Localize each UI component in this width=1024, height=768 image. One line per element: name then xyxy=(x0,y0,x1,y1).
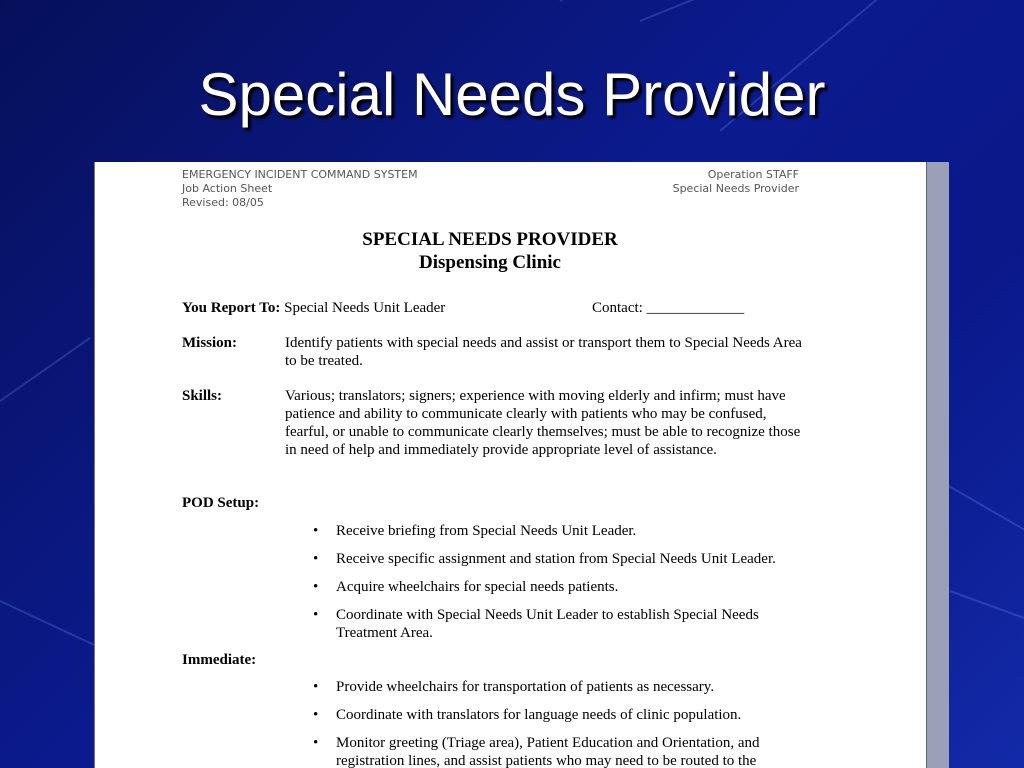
list-item-text: Receive specific assignment and station from Special Needs Unit Leader. xyxy=(336,551,776,567)
bullet-icon: • xyxy=(313,579,319,595)
contact-field: Contact: _____________ xyxy=(592,300,745,316)
bullet-icon: • xyxy=(313,679,319,695)
list-item-text: Acquire wheelchairs for special needs patients. xyxy=(336,579,619,595)
header-revised: Revised: 08/05 xyxy=(182,196,264,209)
bullet-icon: • xyxy=(313,523,319,539)
slide-title: Special Needs Provider xyxy=(198,61,826,128)
skills-label: Skills: xyxy=(182,388,223,404)
header-left xyxy=(182,168,418,210)
mission-label: Mission: xyxy=(182,335,238,351)
report-to-row xyxy=(182,299,445,317)
pod-setup-label: POD Setup: xyxy=(182,495,260,511)
mission-text: Identify patients with special needs and assist or transport them to Special Needs Area to be treated. xyxy=(285,335,802,369)
document-title xyxy=(95,228,885,274)
title-line-1: SPECIAL NEEDS PROVIDER xyxy=(362,229,618,250)
header-sheet: Job Action Sheet xyxy=(182,182,273,195)
immediate-label: Immediate: xyxy=(182,652,257,668)
report-value: Special Needs Unit Leader xyxy=(284,300,446,316)
header-operation: Operation STAFF xyxy=(707,168,799,181)
bullet-icon: • xyxy=(313,707,319,723)
list-item-text: Coordinate with Special Needs Unit Leader to establish Special Needs Treatment Area. xyxy=(336,607,759,641)
report-label: You Report To: xyxy=(182,300,281,316)
vertical-scrollbar[interactable] xyxy=(926,162,949,768)
skills-text: Various; translators; signers; experience with moving elderly and infirm; must have patience and ability to communicate clearly with patients who may be confused, fearful, or unable to communicate clearly themselves; must be able to recognize those in need of help and immediately provide appropriate level of assistance. xyxy=(285,388,801,458)
header-role: Special Needs Provider xyxy=(672,182,799,195)
bullet-icon: • xyxy=(313,551,319,567)
header-right xyxy=(673,168,799,196)
list-item-text: Monitor greeting (Triage area), Patient Education and Orientation, and registration lines, and assist patients who may need to be routed to the xyxy=(336,735,760,768)
bullet-icon: • xyxy=(313,735,319,751)
document-page xyxy=(94,162,927,768)
list-item-text: Provide wheelchairs for transportation of patients as necessary. xyxy=(336,679,715,695)
list-item-text: Receive briefing from Special Needs Unit Leader. xyxy=(336,523,637,539)
header-system: EMERGENCY INCIDENT COMMAND SYSTEM xyxy=(182,168,418,181)
list-item-text: Coordinate with translators for language needs of clinic population. xyxy=(336,707,742,723)
title-line-2: Dispensing Clinic xyxy=(418,252,561,273)
bullet-icon: • xyxy=(313,607,319,623)
